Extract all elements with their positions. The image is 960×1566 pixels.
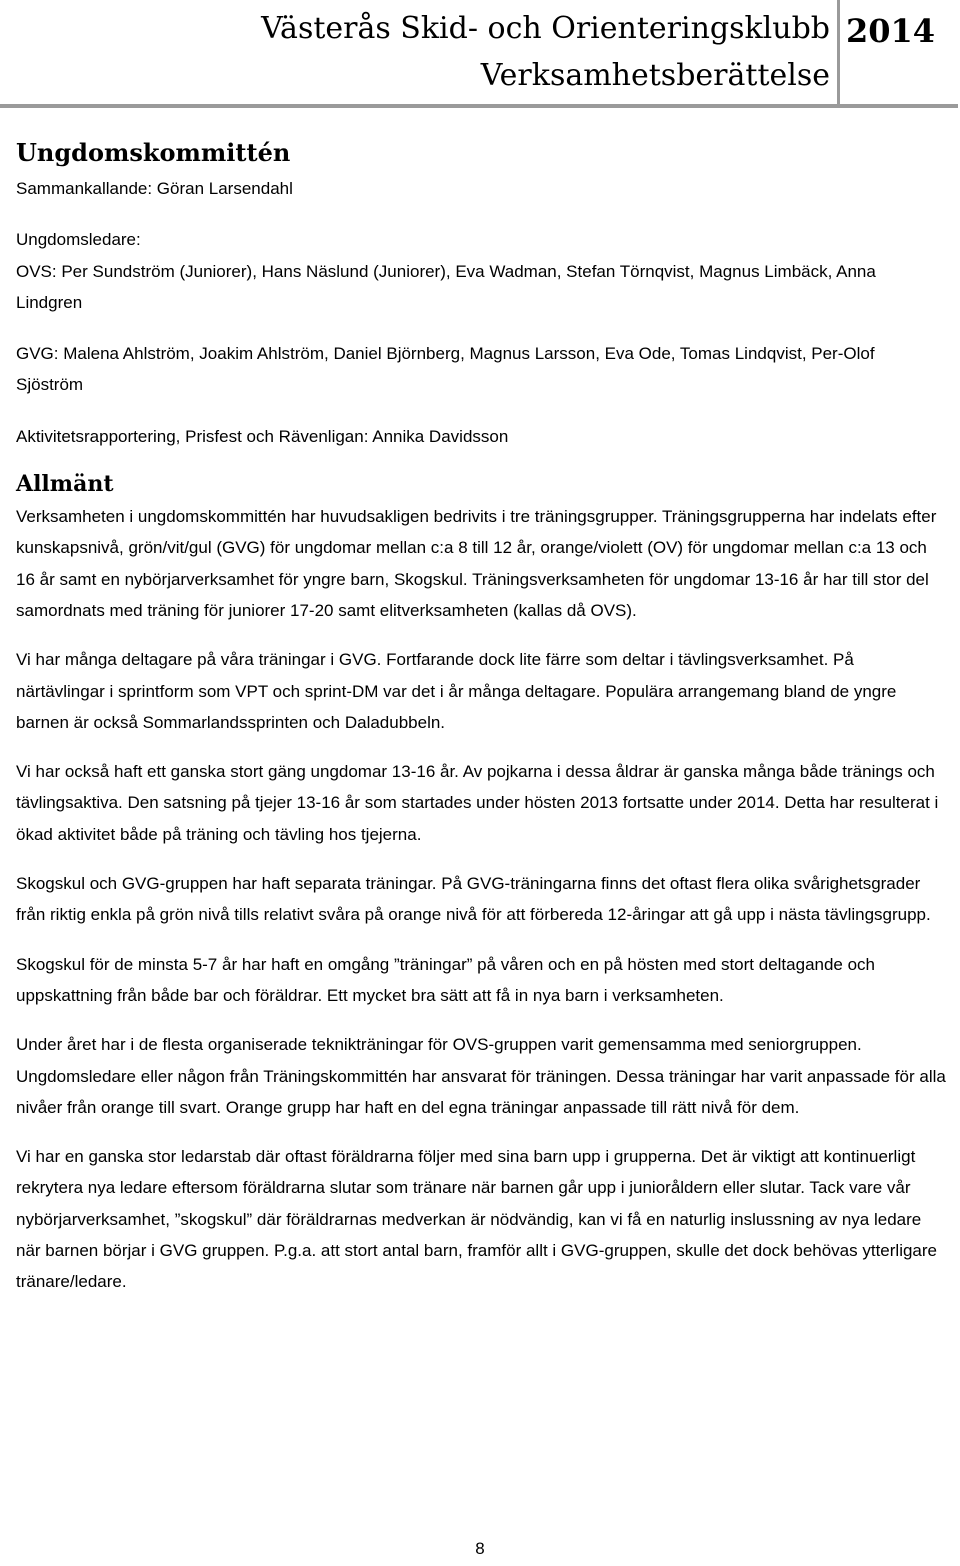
paragraph: Verksamheten i ungdomskommittén har huvudsakligen bedrivits i tre träningsgrupper. Träningsgrupperna har indelats efter kunskapsnivå, grön/vit/gul (GVG) för ungdomar mellan c:a 8 till 12 år, orange/violett (OV) för ungdomar mellan c:a 13 och 16 år samt en nybörjarverksamhet för yngre barn, Skogskul. Träningsverksamheten för ungdomar 13-16 år har till stor del samordnats med träning för juniorer 17-20 samt elitverksamheten (kallas då OVS). <box>16 507 937 620</box>
ovs-leaders: OVS: Per Sundström (Juniorer), Hans Näslund (Juniorer), Eva Wadman, Stefan Törnqvist, Magnus Limbäck, Anna Lindgren <box>16 261 876 312</box>
paragraph: Skogskul för de minsta 5-7 år har haft en omgång ”träningar” på våren och en på hösten med stort deltagande och uppskattning från både bar och föräldrar. Ett mycket bra sätt att få in nya barn i verksamheten. <box>16 954 876 1005</box>
header-title: Västerås Skid- och Orienteringsklubb <box>261 11 830 46</box>
paragraph: Under året har i de flesta organiserade teknikträningar för OVS-gruppen varit gemensamma med seniorgruppen. Ungdomsledare eller någon från Träningskommittén har ansvarat för träningen. Dessa träningar har varit anpassade för alla nivåer från orange till svart. Orange grupp har haft en del egna träningar anpassade till rätt nivå för dem. <box>16 1035 946 1117</box>
header-vertical-divider <box>837 0 840 106</box>
paragraph: Skogskul och GVG-gruppen har haft separata träningar. På GVG-träningarna finns det oftast flera olika svårighetsgrader från riktig enkla på grön nivå tills relativt svåra på orange nivå för att förbereda 12-åringar att gå upp i nästa tävlingsgrupp. <box>16 874 931 925</box>
section-heading: Ungdomskommittén <box>16 138 291 167</box>
page-header <box>0 0 960 110</box>
activity-reporting: Aktivitetsrapportering, Prisfest och Rävenligan: Annika Davidsson <box>16 426 509 446</box>
gvg-leaders: GVG: Malena Ahlström, Joakim Ahlström, Daniel Björnberg, Magnus Larsson, Eva Ode, Tomas Lindqvist, Per-Olof Sjöström <box>16 344 875 395</box>
document-body <box>16 133 946 1298</box>
header-year: 2014 <box>846 12 936 50</box>
header-subtitle: Verksamhetsberättelse <box>480 58 830 93</box>
paragraph: Vi har en ganska stor ledarstab där oftast föräldrarna följer med sina barn upp i grupperna. Det är viktigt att kontinuerligt rekrytera nya ledare eftersom föräldrarna slutar som tränare när barnen går upp i junioråldern eller slutar. Tack vare vår nybörjarverksamhet, ”skogskul” där föräldrarnas medverkan är nödvändig, kan vi få en naturlig inslussning av nya ledare när barnen börjar i GVG gruppen. P.g.a. att stort antal barn, framför allt i GVG-gruppen, skulle det dock behövas ytterligare tränare/ledare. <box>16 1147 938 1292</box>
leaders-label: Ungdomsledare: <box>16 230 141 250</box>
paragraph: Vi har många deltagare på våra träningar i GVG. Fortfarande dock lite färre som deltar i tävlingsverksamhet. På närtävlingar i sprintform som VPT och sprint-DM var det i år många deltagare. Populära arrangemang bland de yngre barnen är också Sommarlandssprinten och Daladubbeln. <box>16 650 897 732</box>
header-horizontal-divider <box>0 104 958 108</box>
page-number: 8 <box>475 1539 485 1558</box>
convener-line: Sammankallande: Göran Larsendahl <box>16 179 293 198</box>
general-heading: Allmänt <box>16 471 114 498</box>
paragraph: Vi har också haft ett ganska stort gäng ungdomar 13-16 år. Av pojkarna i dessa åldrar är ganska många både tränings och tävlingsaktiva. Den satsning på tjejer 13-16 år som startades under hösten 2013 fortsatte under 2014. Detta har resulterat i ökad aktivitet både på träning och tävling hos tjejerna. <box>16 762 939 844</box>
